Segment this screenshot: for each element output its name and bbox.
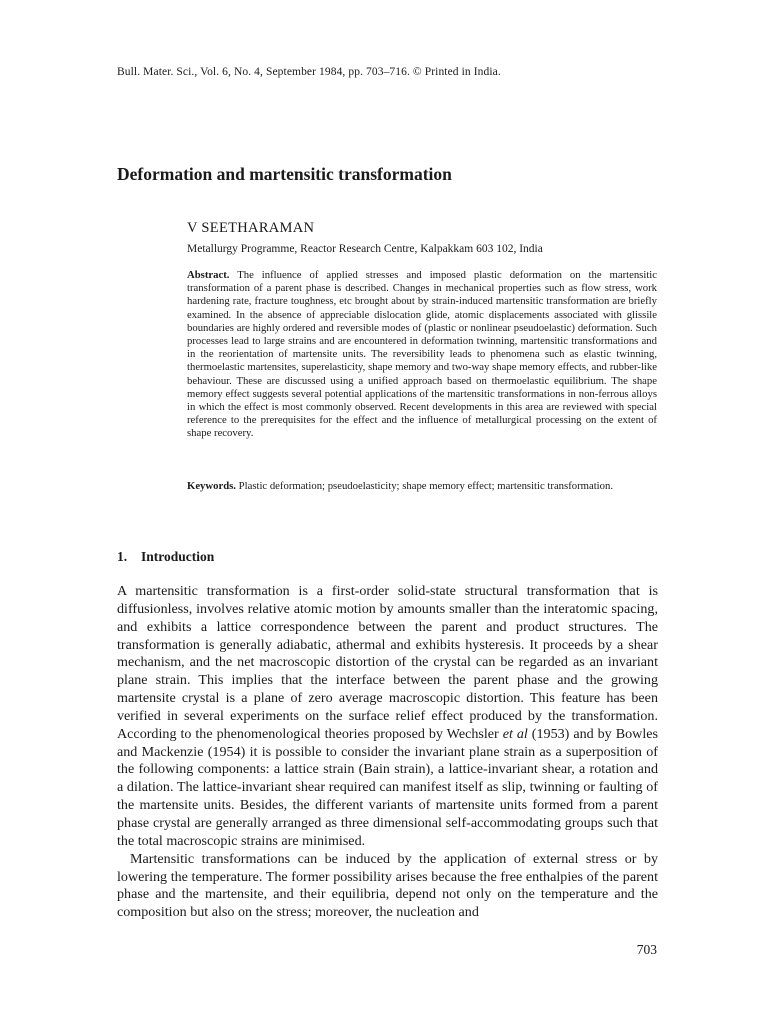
citation-et-al: et al <box>502 725 528 742</box>
author-name: V SEETHARAMAN <box>187 220 315 236</box>
keywords-text: Plastic deformation; pseudoelasticity; shape memory effect; martensitic transformation. <box>238 480 614 492</box>
abstract <box>187 269 657 441</box>
abstract-text: The influence of applied stresses and imposed plastic deformation on the martensitic transformation of a parent phase is described. Changes in mechanical properties such as flow stress, work hardening rate, fracture toughness, etc brought about by strain-induced martensitic transformation are briefly examined. In the absence of appreciable dislocation glide, atomic displacements associated with glissile boundaries are highly ordered and reversible modes of (plastic or nonlinear pseudoelastic) deformation. Such processes lead to large strains and are encountered in deformation twinning, martensitic transformations and in the reorientation of martensite units. The reversibility leads to phenomena such as elastic twinning, thermoelastic martensites, superelasticity, shape memory and two-way shape memory effects, and rubber-like behaviour. These are discussed using a unified approach based on thermoelastic equilibrium. The shape memory effect suggests several potential applications of the martensitic transformations in non-ferrous alloys in which the effect is most commonly observed. Recent developments in this area are reviewed with special reference to the prerequisites for the effect and the influence of metallurgical processing on the extent of shape recovery. <box>187 269 657 440</box>
section-title: Introduction <box>141 549 215 564</box>
paragraph <box>117 583 658 851</box>
article-title: Deformation and martensitic transformation <box>117 164 452 184</box>
keywords-label: Keywords. <box>187 480 236 492</box>
page-number: 703 <box>636 942 657 957</box>
abstract-label: Abstract. <box>187 269 230 281</box>
author-affiliation: Metallurgy Programme, Reactor Research Centre, Kalpakkam 603 102, India <box>187 243 543 255</box>
journal-citation: Bull. Mater. Sci., Vol. 6, No. 4, September 1984, pp. 703–716. © Printed in India. <box>117 66 501 78</box>
paragraph: Martensitic transformations can be induced by the application of external stress or by lowering the temperature. The former possibility arises because the free enthalpies of the parent phase and the martensite, and their equilibria, depend not only on the temperature and the composition but also on the stress; moreover, the nucleation and <box>117 850 658 921</box>
section-heading-introduction <box>117 549 214 565</box>
keywords <box>187 480 657 493</box>
introduction-body <box>117 583 658 922</box>
paragraph-text: (1953) and by Bowles and Mackenzie (1954) it is possible to consider the invariant plane strain as a superposition of the following components: a lattice strain (Bain strain), a lattice-invariant shear, a rotation and a dilation. The lattice-invariant shear required can manifest itself as slip, twinning or faulting of the martensite units. Besides, the different variants of martensite units formed from a parent phase crystal are generally arranged as three dimensional self-accommodating groups such that the total macroscopic strains are minimised. <box>117 725 658 849</box>
paragraph-text: A martensitic transformation is a first-order solid-state structural transformation that is diffusionless, involves relative atomic motion by amounts smaller than the interatomic spacing, and exhibits a lattice correspondence between the parent and product structures. The transformation is generally adiabatic, athermal and exhibits hysteresis. It proceeds by a shear mechanism, and the net macroscopic distortion of the crystal can be regarded as an invariant plane strain. This implies that the interface between the parent phase and the growing martensite crystal is a plane of zero average macroscopic distortion. This feature has been verified in several experiments on the surface relief effect produced by the transformation. According to the phenomenological theories proposed by Wechsler <box>117 583 658 742</box>
section-number: 1. <box>117 549 128 564</box>
